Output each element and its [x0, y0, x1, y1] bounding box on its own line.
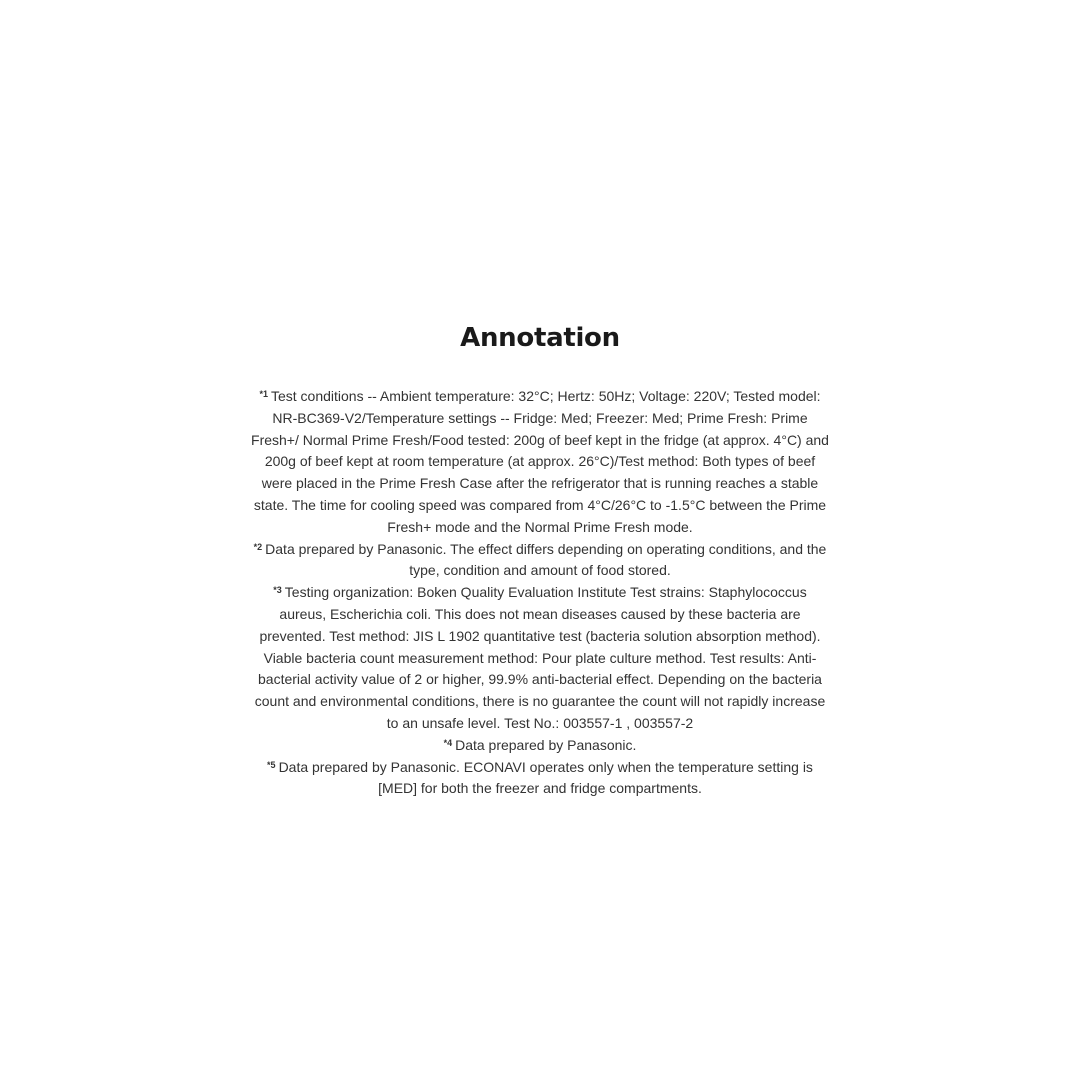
- footnote-1: [250, 386, 830, 539]
- footnote-text: Data prepared by Panasonic. ECONAVI operates only when the temperature setting is [MED] for both the freezer and fridge compartments.: [278, 758, 813, 797]
- footnote-text: Testing organization: Boken Quality Evaluation Institute Test strains: Staphylococcus aureus, Escherichia coli. This does not mean diseases caused by these bacteria are prevented. Test method: JIS L 1902 quantitative test (bacteria solution absorption method). Viable bacteria count measurement method: Pour plate culture method. Test results: Anti-bacterial activity value of 2 or higher, 99.9% anti-bacterial effect. Depending on the bacteria count and environmental conditions, there is no guarantee the count will not rapidly increase to an unsafe level. Test No.: 003557-1 , 003557-2: [254, 584, 826, 731]
- footnote-marker: *4: [443, 737, 453, 748]
- footnote-5: [250, 757, 830, 801]
- footnote-marker: *1: [259, 389, 268, 399]
- footnote-marker: *3: [273, 585, 282, 596]
- footnote-marker: *2: [253, 541, 263, 552]
- annotation-notes: [250, 386, 830, 800]
- footnote-text: Data prepared by Panasonic. The effect differs depending on operating conditions, and the type, condition and amount of food stored.: [265, 540, 827, 579]
- footnote-3: [250, 582, 830, 735]
- footnote-2: [250, 539, 830, 583]
- footnote-4: [250, 735, 830, 757]
- annotation-section: [250, 318, 830, 800]
- footnote-marker: *5: [267, 759, 276, 770]
- footnote-text: Test conditions -- Ambient temperature: 32°C; Hertz: 50Hz; Voltage: 220V; Tested model: NR-BC369-V2/Temperature settings -- Fridge: Med; Freezer: Med; Prime Fresh: Prime Fresh+/ Normal Prime Fresh/Food tested: 200g of beef kept in the fridge (at approx. 4°C) and 200g of beef kept at room temperature (at approx. 26°C)/Test method: Both types of beef were placed in the Prime Fresh Case after the refrigerator that is running reaches a stable state. The time for cooling speed was compared from 4°C/26°C to -1.5°C between the Prime Fresh+ mode and the Normal Prime Fresh mode.: [251, 388, 829, 535]
- annotation-title: Annotation: [460, 323, 620, 353]
- footnote-text: Data prepared by Panasonic.: [455, 736, 637, 753]
